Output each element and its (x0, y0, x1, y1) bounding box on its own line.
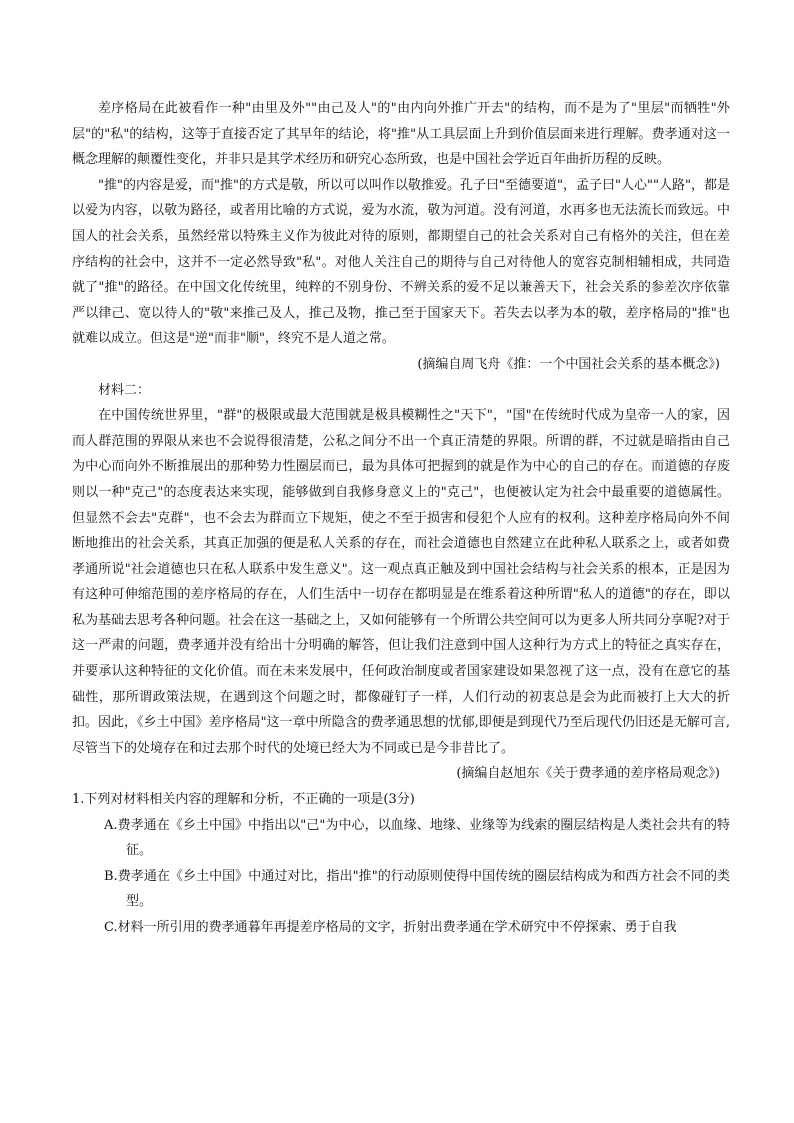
material1-paragraph-2: "推"的内容是爱，而"推"的方式是敬，所以可以叫作以敬推爱。孔子曰"至德要道"，孟子曰"人心""人路"，都是以爱为内容，以敬为路径，或者用比喻的方式说，爱为水流，敬为河道。没有河道，水再多也无法流长而致远。中国人的社会关系，虽然经常以特殊主义作为彼此对待的原则，都期望自己的社会关系对自己有格外的关注，但在差序结构的社会中，这并不一定必然导致"私"。对他人关注自己的期待与自己对待他人的宽容克制相辅相成，共同造就了"推"的路径。在中国文化传统里，纯粹的不别身份、不辨关系的爱不足以兼善天下，社会关系的参差次序依靠严以律己、宽以待人的"敬"来推己及人，推己及物，推己至于国家天下。若失去以孝为本的敬，差序格局的"推"也就难以成立。但这是"逆"而非"顺"，终究不是人道之常。 (72, 177, 730, 347)
material2-heading: 材料二： (98, 382, 151, 398)
material2-source: (摘编自赵旭东《关于费孝通的差序格局观念》) (456, 766, 720, 782)
document-page (72, 96, 730, 941)
material2-paragraph: 在中国传统世界里，"群"的极限或最大范围就是极具模糊性之"天下"，"国"在传统时代成为皇帝一人的家，因而人群范围的界限从来也不会说得很清楚，公私之间分不出一个真正清楚的界限。所谓的群，不过就是暗指由自己为中心而向外不断推展出的那种势力性圈层而已，最为具体可把握到的就是作为中心的自己的存在。而道德的存废则以一种"克己"的态度表达来实现，能够做到自我修身意义上的"克己"，也便被认定为社会中最重要的道德属性。但显然不会去"克群"，也不会去为群而立下规矩，使之不至于损害和侵犯个人应有的权利。这种差序格局向外不间断地推出的社会关系，其真正加强的便是私人关系的存在，而社会道德也自然建立在此种私人联系之上，或者如费孝通所说"社会道德也只在私人联系中发生意义"。这一观点真正触及到中国社会结构与社会关系的根本，正是因为有这种可伸缩范围的差序格局的存在，人们生活中一切存在都明显是在维系着这种所谓"私人的道德"的存在，即以私为基础去思考各种问题。社会在这一基础之上，又如何能够有一个所谓公共空间可以为更多人所共同分享呢?对于这一严肃的问题，费孝通并没有给出十分明确的解答，但让我们注意到中国人这种行为方式上的特征之真实存在，并要承认这种特征的文化价值。而在未来发展中，任何政治制度或者国家建设如果忽视了这一点，没有在意它的基础性，那所谓政策法规，在遇到这个问题之时，都像碰钉子一样，人们行动的初衷总是会为此而被打上大大的折扣。因此，《乡土中国》差序格局"这一章中所隐含的费孝通思想的忧郁,即便是到现代乃至后现代仍旧还是无解可言,尽管当下的处境存在和过去那个时代的处境已经大为不同或已是今非昔比了。 (72, 408, 730, 756)
material1-paragraph-1: 差序格局在此被看作一种"由里及外""由己及人"的"由内向外推广开去"的结构，而不是为了"里层"而牺牲"外层"的"私"的结构，这等于直接否定了其早年的结论，将"推"从工具层面上升到价值层面来进行理解。费孝通对这一概念理解的颠覆性变化，并非只是其学术经历和研究心态所致，也是中国社会学近百年曲折历程的反映。 (72, 101, 730, 168)
question-1-option-a: A.费孝通在《乡土中国》中指出以"己"为中心，以血缘、地缘、业缘等为线索的圈层结构是人类社会共有的特征。 (104, 817, 730, 859)
question-1-option-c: C.材料一所引用的费孝通暮年再提差序格局的文字，折射出费孝通在学术研究中不停探索、勇于自我 (104, 920, 677, 935)
question-1-stem: 1.下列对材料相关内容的理解和分析，不正确的一项是(3分) (72, 792, 415, 808)
question-1-option-b: B.费孝通在《乡土中国》中通过对比，指出"推"的行动原则使得中国传统的圈层结构成为和西方社会不同的类型。 (104, 868, 730, 910)
material1-source: (摘编自周飞舟《推：一个中国社会关系的基本概念》) (417, 356, 720, 372)
